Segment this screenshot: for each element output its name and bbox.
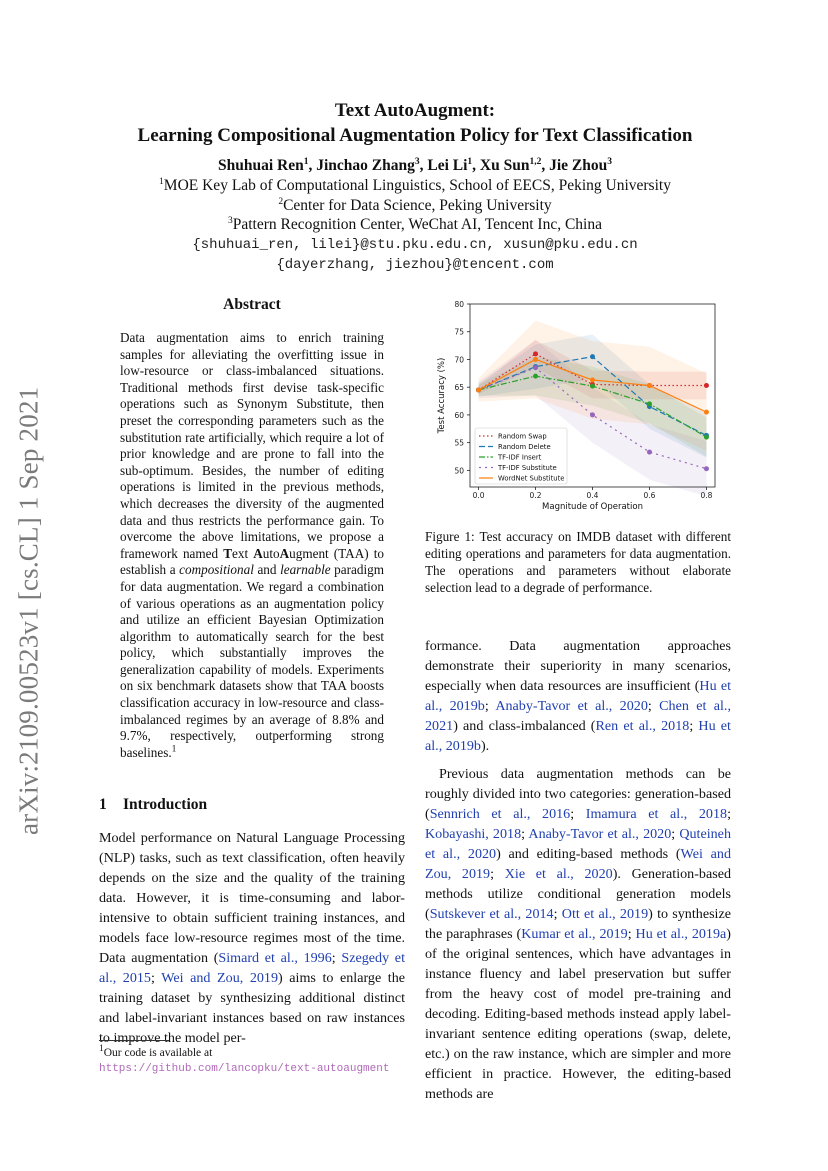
citation-link[interactable]: Chen et al., 2021: [425, 698, 731, 734]
paragraph-2: [425, 764, 731, 1104]
affiliation-marker: 2: [278, 196, 284, 207]
abstract-heading: Abstract: [223, 296, 281, 313]
text-run: Data augmentation aims to enrich training samples for alleviating the overfitting issue in low-resource or class-imbalanced situations. Traditional methods first devise task-specific operations such as Synonym Substitute, then preset the corresponding parameters such as the substitution rate artificially, which require a lot of prior knowledge and are prone to fall into the sub-optimum. Besides, the number of editing operations is limited in the previous methods, which decreases the diversity of the augmented data and thus restricts the performance gain. To overcome the above limitations, we propose a framework named: [120, 330, 384, 561]
affiliation-marker: 1: [159, 176, 164, 187]
data-point: [533, 357, 538, 362]
y-tick-label: 65: [454, 383, 464, 393]
data-point: [590, 384, 595, 389]
code-url-link[interactable]: https://github.com/lancopku/text-autoaugment: [99, 1063, 390, 1075]
text-run: ). Generation-based methods utilize conditional generation models (: [425, 866, 731, 922]
text-run: paradigm for data augmentation. We regard a combination of various operations as an augmentation policy and utilize an efficient Bayesian Optimization algorithm to automatically search for the best policy, which substantially improves the generalization capability of models. Experiments on six benchmark datasets show that TAA boosts classification accuracy in low-resource and class-imbalanced regimes by an average of 8.8% and 9.7%, respectively, outperforming strong baselines.: [120, 562, 384, 760]
citation-link[interactable]: Ren et al., 2018: [595, 718, 690, 734]
text-run: formance. Data augmentation approaches demonstrate their superiority in many scenarios, especially when data resources are insufficient (: [425, 638, 731, 694]
y-tick-label: 80: [454, 300, 464, 309]
text-run: Previous data augmentation methods can be roughly divided into two categories: generation-based (: [425, 766, 731, 822]
citation-link[interactable]: Anaby-Tavor et al., 2020: [528, 826, 672, 842]
citation-link[interactable]: Wei and Zou, 2019: [425, 846, 731, 882]
y-tick-label: 60: [454, 410, 464, 420]
citation-link[interactable]: Sutskever et al., 2014: [429, 906, 554, 922]
paper-title: Text AutoAugment: Learning Compositional Augmentation Policy for Text Classification: [137, 100, 693, 146]
introduction-text: [99, 828, 405, 1048]
x-axis-label: Magnitude of Operation: [542, 502, 643, 512]
footnote-text: Our code is available at: [103, 1047, 213, 1059]
accuracy-chart-svg: [425, 296, 731, 516]
data-point: [647, 383, 652, 388]
text-run: ;: [570, 806, 586, 822]
citation-link[interactable]: Ott et al., 2019: [561, 906, 649, 922]
title-block: [95, 98, 735, 275]
text-run: ext: [232, 545, 254, 561]
figure-caption: Figure 1: Test accuracy on IMDB dataset with different editing operations and parameters for data augmentation. The operations and parameters without elaborate selection lead to a degrade of performance.: [425, 529, 731, 595]
email-line-1: {shuhuai_ren, lilei}@stu.pku.edu.cn, xusun@pku.edu.cn: [192, 236, 638, 253]
affiliation-text: MOE Key Lab of Computational Linguistics, School of EECS, Peking University: [163, 177, 671, 194]
citation-link[interactable]: Hu et al., 2019b: [425, 678, 731, 714]
data-point: [476, 387, 481, 392]
text-run: ;: [521, 826, 529, 842]
legend-label: TF-IDF Insert: [498, 453, 542, 462]
text-run: ) to synthesize the paraphrases (: [425, 906, 731, 942]
data-point: [647, 401, 652, 406]
affiliation-marker: 3: [228, 215, 233, 226]
footnote: [99, 1046, 409, 1077]
footnote-rule: [99, 1040, 169, 1041]
author-name: Jinchao Zhang: [316, 157, 415, 174]
bold-letter: T: [223, 545, 232, 561]
legend-label: WordNet Substitute: [498, 474, 565, 483]
text-run: ) and class-imbalanced (: [453, 718, 596, 734]
author-affiliation-marker: 3: [607, 156, 612, 167]
author-affiliation-marker: 3: [414, 156, 420, 167]
text-run: ) aims to enlarge the training dataset by synthesizing additional distinct and label-invariant instances based on raw instances to improve the model per-: [99, 970, 405, 1046]
y-axis-label: Test Accuracy (%): [437, 357, 447, 434]
affiliation-text: Pattern Recognition Center, WeChat AI, Tencent Inc, China: [232, 216, 602, 233]
data-point: [704, 466, 709, 471]
text-run: ).: [480, 738, 490, 754]
citation-link[interactable]: Quteineh et al., 2020: [425, 826, 731, 862]
bold-letter: A: [253, 545, 263, 561]
citation-link[interactable]: Kumar et al., 2019: [521, 926, 628, 942]
data-point: [533, 374, 538, 379]
author-affiliation-marker: 1: [303, 156, 309, 167]
affiliation-line: [95, 176, 735, 196]
x-tick-label: 0.8: [700, 491, 713, 500]
text-run: ;: [484, 698, 496, 714]
right-column-text: [425, 636, 731, 1104]
data-point: [590, 377, 595, 382]
data-point: [590, 412, 595, 417]
text-run: ) of the original sentences, which have advantages in instance fluency and label preservation but suffer from the heavy cost of model pre-training and decoding. Editing-based methods instead apply label-invariant sentence editing operations (swap, delete, etc.) on the raw instance, which are simpler and more efficient in practice. However, the editing-based methods are: [425, 926, 731, 1102]
emphasis: compositional: [179, 562, 254, 578]
legend-label: Random Swap: [498, 432, 547, 441]
text-run: ugment (TAA) to establish a: [120, 545, 384, 578]
arxiv-identifier: arXiv:2109.00523v1 [cs.CL] 1 Sep 2021: [13, 386, 44, 836]
affiliation-text: Center for Data Science, Peking University: [283, 196, 552, 214]
x-tick-label: 0.0: [472, 491, 485, 500]
affiliation-line: [95, 196, 735, 216]
text-run: uto: [262, 545, 280, 561]
text-run: ;: [647, 698, 660, 714]
author-affiliation-marker: 1: [467, 156, 473, 167]
text-run: ;: [727, 806, 731, 822]
citation-link[interactable]: Sennrich et al., 2016: [429, 806, 571, 822]
y-tick-label: 50: [454, 466, 464, 476]
text-run: ;: [331, 950, 342, 966]
text-run: Model performance on Natural Language Processing (NLP) tasks, such as text classification, often heavily depends on the size and the quality of the training data. However, it is time-consuming and labor-intensive to obtain sufficient training instances, and models face low-resource regimes most of the time. Data augmentation (: [99, 830, 405, 966]
data-point: [704, 383, 709, 388]
x-tick-label: 0.2: [529, 491, 542, 500]
x-tick-label: 0.4: [586, 491, 599, 500]
citation-link[interactable]: Xie et al., 2020: [504, 866, 613, 882]
text-run: ;: [671, 826, 680, 842]
text-run: and: [253, 562, 281, 578]
data-point: [533, 365, 538, 370]
citation-link[interactable]: Hu et al., 2019b: [425, 718, 731, 754]
paragraph-1: [425, 636, 731, 756]
section-number: 1: [99, 796, 107, 813]
citation-link[interactable]: Kobayashi, 2018: [425, 826, 522, 842]
data-point: [647, 450, 652, 455]
email-line-2: {dayerzhang, jiezhou}@tencent.com: [276, 256, 554, 273]
abstract-text: [120, 330, 384, 761]
data-point: [590, 354, 595, 359]
author-name: Jie Zhou: [549, 157, 608, 174]
emphasis: learnable: [280, 562, 331, 578]
citation-link[interactable]: Hu et al., 2019a: [635, 926, 727, 942]
bold-letter: A: [279, 545, 290, 561]
accuracy-chart: [425, 296, 731, 516]
author-name: Shuhuai Ren: [218, 157, 304, 174]
legend-label: TF-IDF Substitute: [498, 464, 557, 472]
footnote-ref: 1: [171, 744, 177, 755]
footnote-marker: 1: [99, 1044, 104, 1055]
text-run: ;: [689, 718, 699, 734]
data-point: [533, 351, 538, 356]
y-tick-label: 70: [454, 355, 464, 365]
text-run: ;: [627, 926, 636, 942]
text-run: ;: [490, 866, 505, 882]
affiliation-list: [95, 176, 735, 235]
y-tick-label: 75: [454, 327, 464, 337]
data-point: [704, 410, 709, 415]
section-heading-introduction: [99, 796, 207, 814]
author-list: Shuhuai Ren$^1$, Jinchao Zhang$^3$, Lei Li$^1$, Xu Sun$^{1,2}$, Jie Zhou$^3$: [218, 156, 612, 174]
text-run: ;: [553, 906, 562, 922]
data-point: [704, 435, 709, 440]
citation-link[interactable]: Simard et al., 1996: [218, 950, 332, 966]
legend-label: Random Delete: [498, 443, 551, 451]
affiliation-line: [95, 215, 735, 235]
author-affiliation-marker: 1,2: [529, 156, 542, 167]
citation-link[interactable]: Wei and Zou, 2019: [161, 970, 279, 986]
x-tick-label: 0.6: [643, 491, 656, 500]
y-tick-label: 55: [454, 438, 464, 448]
section-title: Introduction: [123, 796, 208, 813]
text-run: ;: [150, 970, 162, 986]
author-name: Lei Li: [427, 157, 468, 174]
citation-link[interactable]: Imamura et al., 2018: [585, 806, 728, 822]
citation-link[interactable]: Anaby-Tavor et al., 2020: [495, 698, 648, 714]
citation-link[interactable]: Szegedy et al., 2015: [99, 950, 405, 986]
text-run: ) and editing-based methods (: [496, 846, 681, 862]
author-name: Xu Sun: [479, 157, 530, 174]
